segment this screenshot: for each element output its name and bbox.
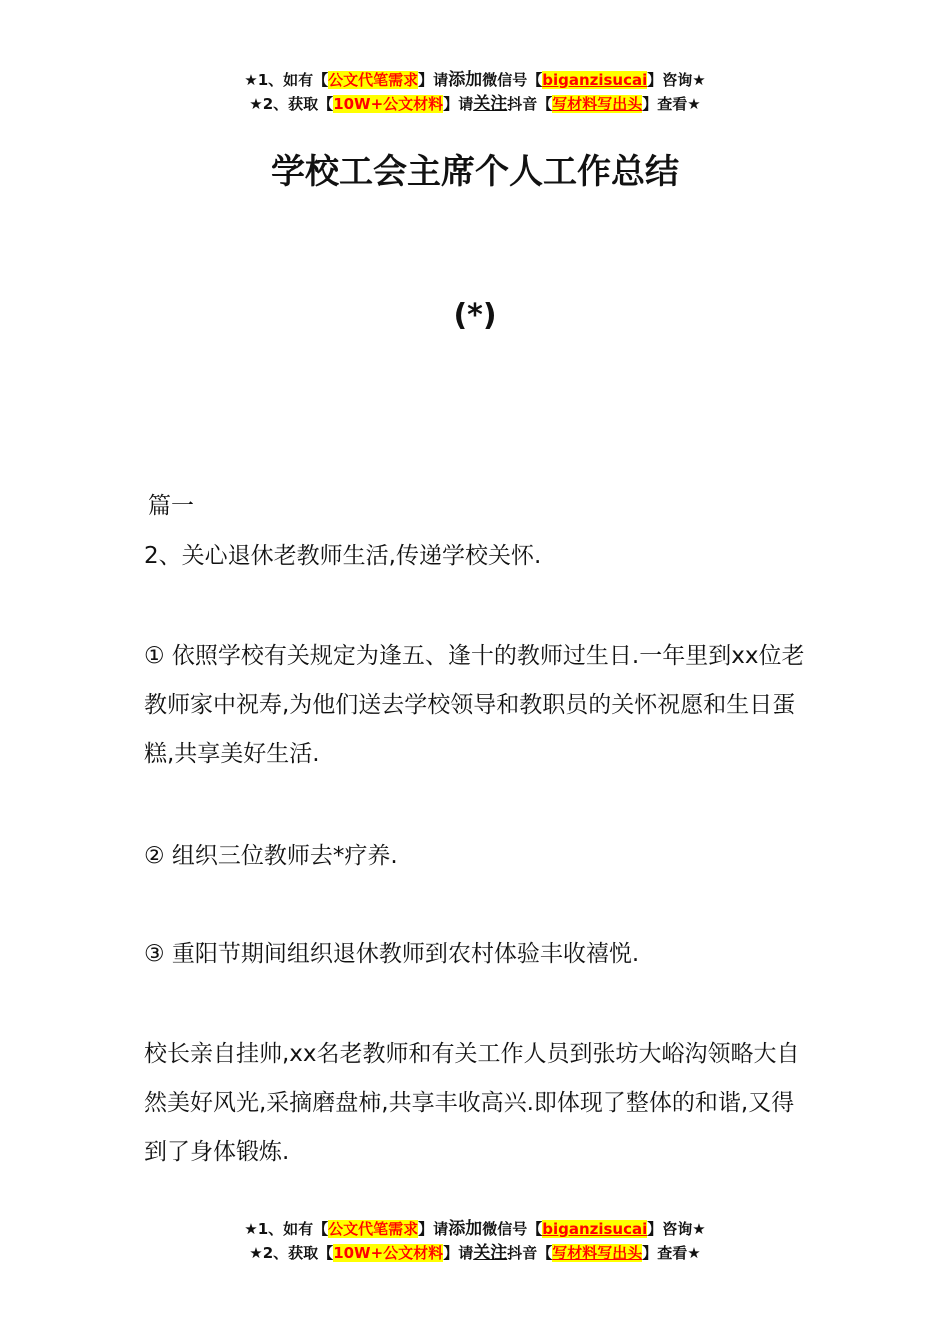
banner-text: 】咨询★ [647,71,706,89]
banner-highlight: 公文代笔需求 [328,1220,419,1238]
banner-text: 】请 [418,71,449,89]
banner-text: 抖音【 [507,95,553,113]
banner-emphasis: 关注 [473,1243,508,1263]
banner-line-2 [0,92,950,116]
banner-line-1 [0,68,950,92]
banner-text: 】请 [443,1244,474,1262]
banner-text: 微信号【 [482,1220,543,1238]
paragraph: 2、关心退休老教师生活,传递学校关怀. [144,543,542,569]
banner-highlight: 公文代笔需求 [328,71,419,89]
footer-banner [0,1217,950,1265]
paragraph: ③ 重阳节期间组织退休教师到农村体验丰收禧悦. [144,941,640,967]
paragraph: 校长亲自挂帅,xx名老教师和有关工作人员到张坊大峪沟领略大自然美好风光,采摘磨盘柿,共享丰收高兴.即体现了整体的和谐,又得到了身体锻炼. [144,1041,800,1165]
wechat-id-highlight: biganzisucai [542,71,648,89]
paragraph: ② 组织三位教师去*疗养. [144,843,398,869]
document-subtitle: (*) [453,298,497,333]
banner-highlight: 10W+公文材料 [333,95,444,113]
header-banner [0,68,950,116]
banner-text: 】请 [418,1220,449,1238]
banner-emphasis: 添加 [448,1219,483,1239]
banner-line-1 [0,1217,950,1241]
section-heading: 篇一 [148,493,194,519]
douyin-id-highlight: 写材料写出头 [552,1244,643,1262]
banner-text: 】查看★ [642,1244,701,1262]
banner-highlight: 10W+公文材料 [333,1244,444,1262]
banner-text: 】咨询★ [647,1220,706,1238]
wechat-id-highlight: biganzisucai [542,1220,648,1238]
banner-line-2 [0,1241,950,1265]
banner-text: 】请 [443,95,474,113]
banner-text: 微信号【 [482,71,543,89]
paragraph: ① 依照学校有关规定为逢五、逢十的教师过生日.一年里到xx位老教师家中祝寿,为他们送去学校领导和教职员的关怀祝愿和生日蛋糕,共享美好生活. [144,643,805,767]
banner-text: 】查看★ [642,95,701,113]
banner-text: ★2、获取【 [249,95,334,113]
banner-text: 抖音【 [507,1244,553,1262]
douyin-id-highlight: 写材料写出头 [552,95,643,113]
document-title: 学校工会主席个人工作总结 [271,152,679,192]
banner-text: ★1、如有【 [244,71,329,89]
banner-text: ★1、如有【 [244,1220,329,1238]
banner-emphasis: 添加 [448,70,483,90]
banner-text: ★2、获取【 [249,1244,334,1262]
banner-emphasis: 关注 [473,94,508,114]
